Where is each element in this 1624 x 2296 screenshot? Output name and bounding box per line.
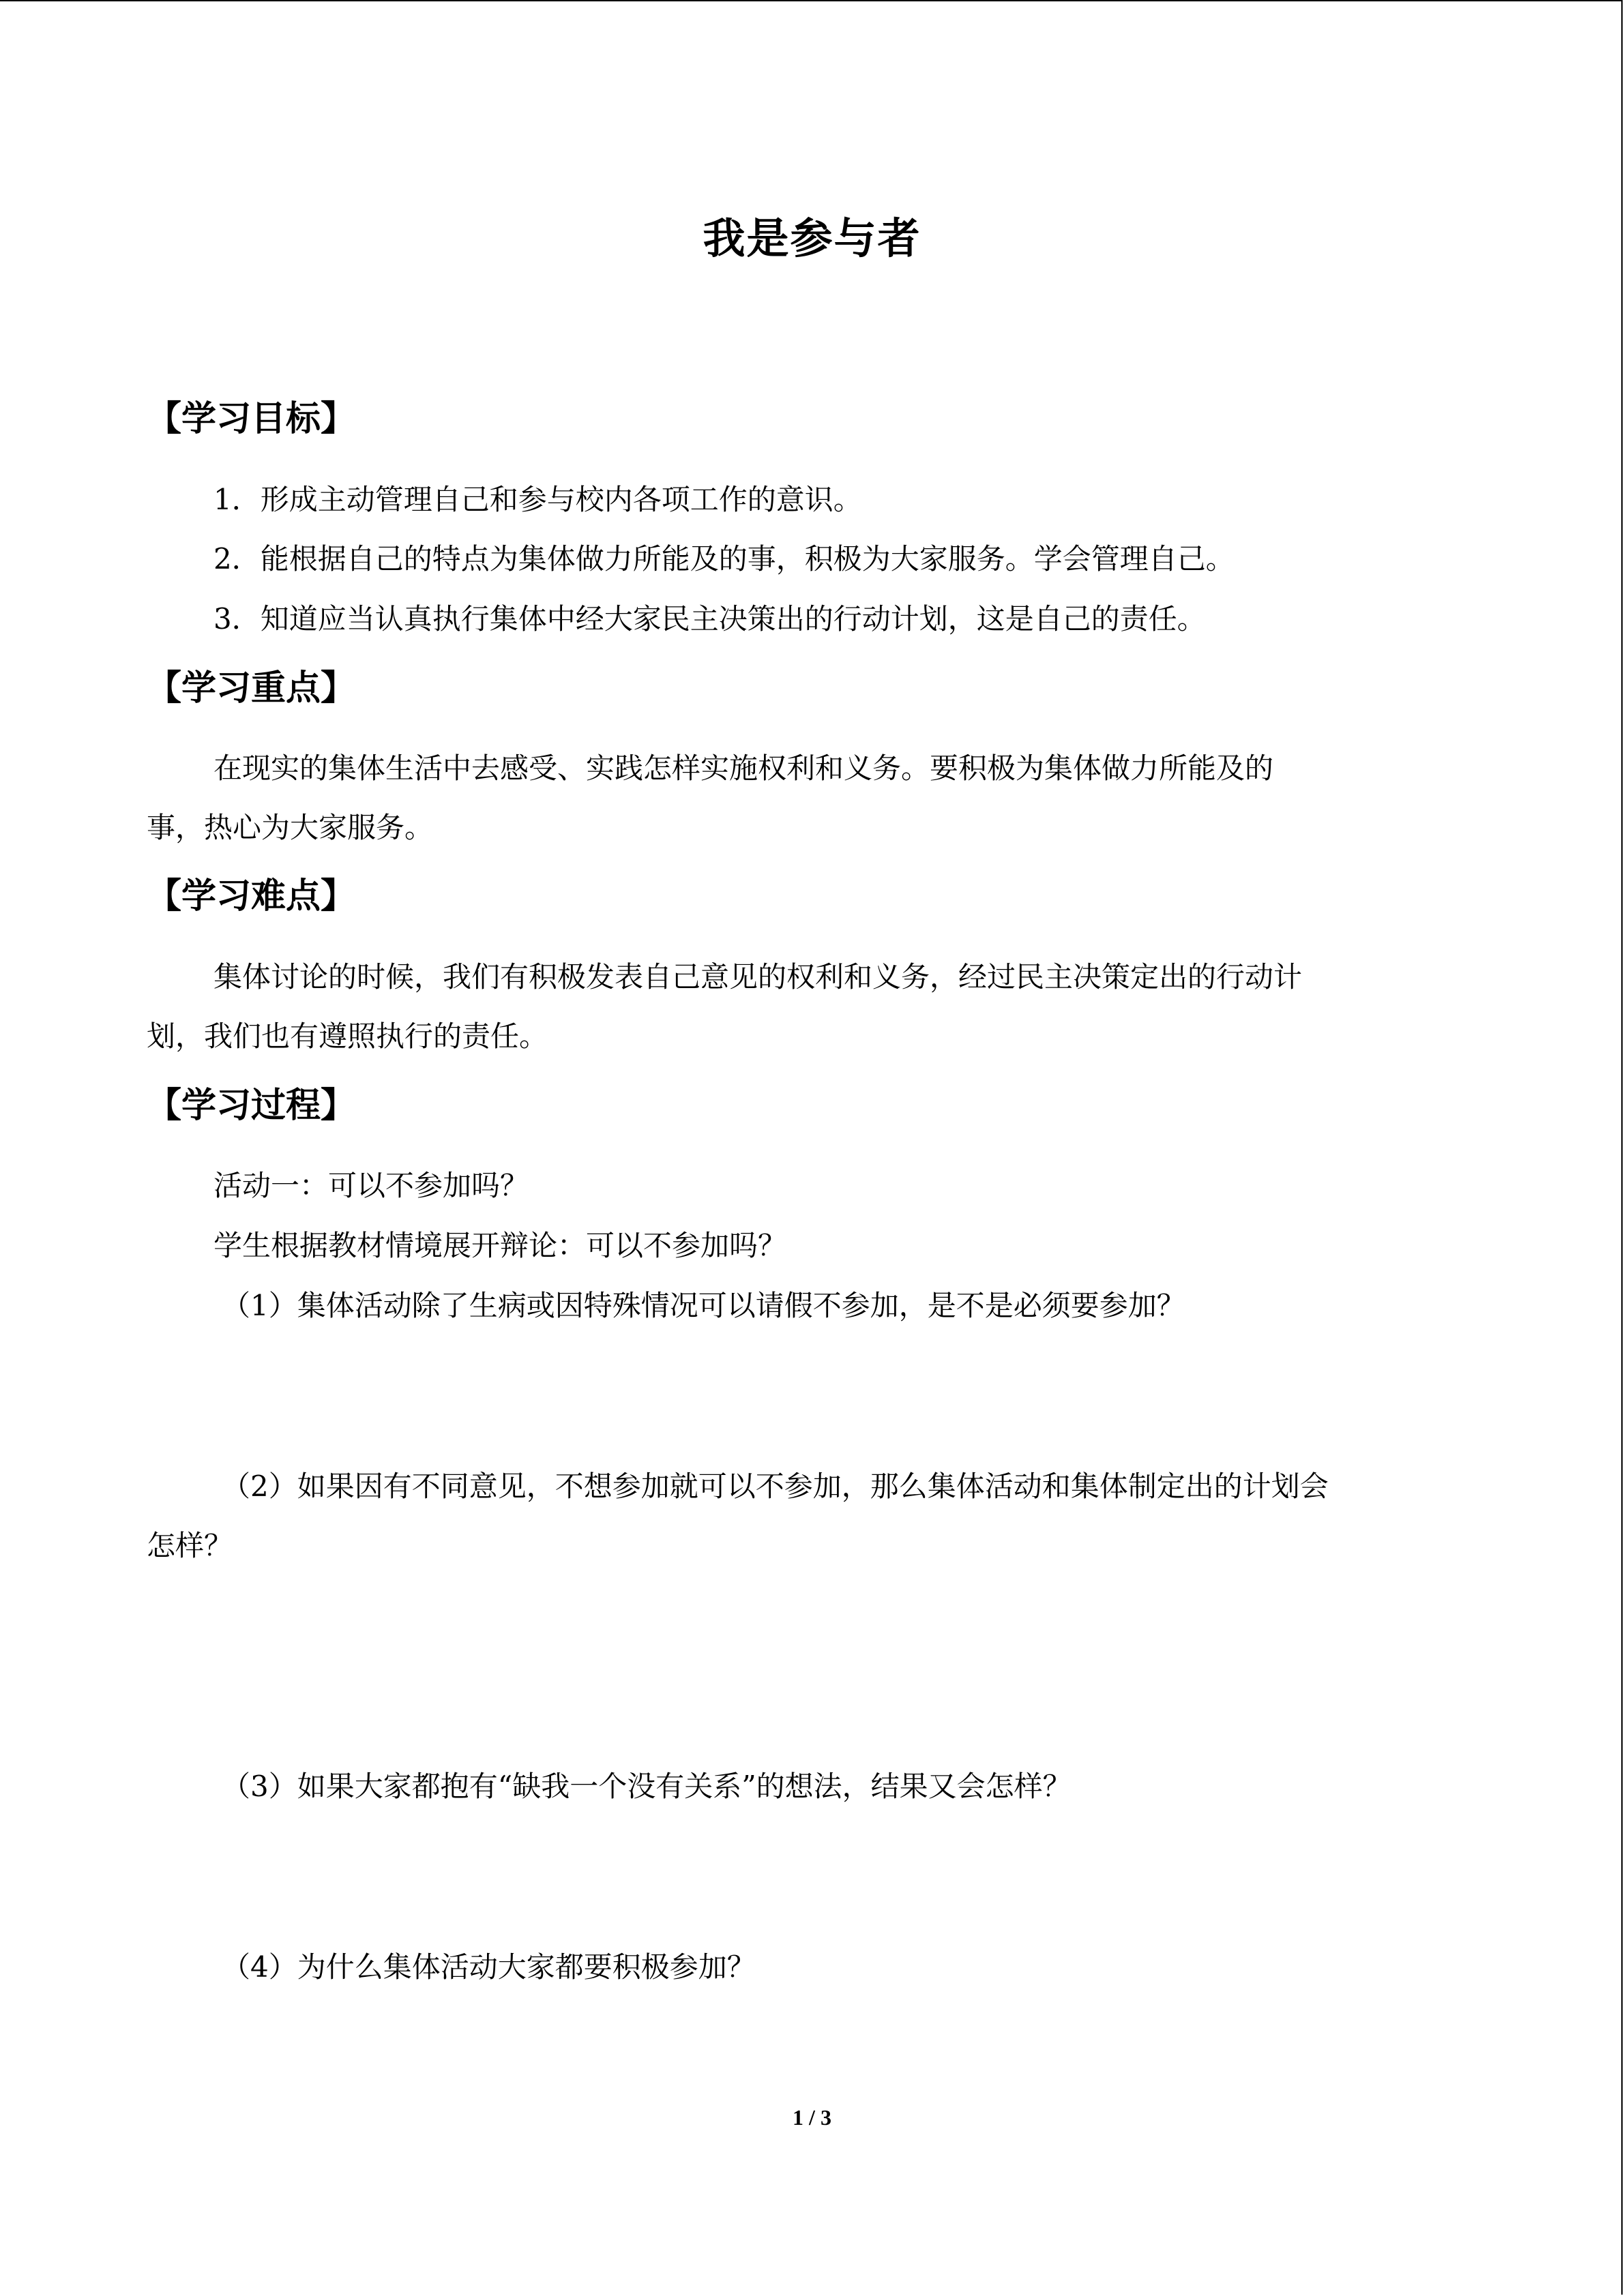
question-4: （4）为什么集体活动大家都要积极参加？ [222, 1950, 756, 1984]
question-3: （3）如果大家都抱有“缺我一个没有关系”的想法，结果又会怎样？ [222, 1770, 1072, 1803]
question-2-line-1: （2）如果因有不同意见，不想参加就可以不参加，那么集体活动和集体制定出的计划会 [222, 1470, 1329, 1503]
activity-intro: 学生根据教材情境展开辩论：可以不参加吗？ [213, 1229, 787, 1262]
page-number: 1 / 3 [793, 2105, 831, 2130]
objective-item-2: 2．能根据自己的特点为集体做力所能及的事，积极为大家服务。学会管理自己。 [213, 542, 1235, 576]
difficulties-line-2: 划，我们也有遵照执行的责任。 [147, 1019, 548, 1053]
heading-learning-process: 【学习过程】 [147, 1086, 356, 1126]
key-points-line-1: 在现实的集体生活中去感受、实践怎样实施权利和义务。要积极为集体做力所能及的 [213, 751, 1274, 785]
key-points-line-2: 事，热心为大家服务。 [147, 811, 434, 844]
objective-item-3: 3．知道应当认真执行集体中经大家民主决策出的行动计划，这是自己的责任。 [213, 602, 1206, 636]
activity-title: 活动一：可以不参加吗？ [213, 1169, 529, 1202]
question-1: （1）集体活动除了生病或因特殊情况可以请假不参加，是不是必须要参加？ [222, 1289, 1185, 1322]
heading-learning-objectives: 【学习目标】 [147, 399, 356, 439]
document-title: 我是参与者 [703, 213, 921, 263]
objective-item-1: 1．形成主动管理自己和参与校内各项工作的意识。 [213, 483, 862, 516]
heading-key-points: 【学习重点】 [147, 668, 356, 709]
heading-difficulties: 【学习难点】 [147, 876, 356, 916]
question-2-line-2: 怎样？ [147, 1529, 233, 1562]
difficulties-line-1: 集体讨论的时候，我们有积极发表自己意见的权利和义务，经过民主决策定出的行动计 [213, 960, 1303, 994]
